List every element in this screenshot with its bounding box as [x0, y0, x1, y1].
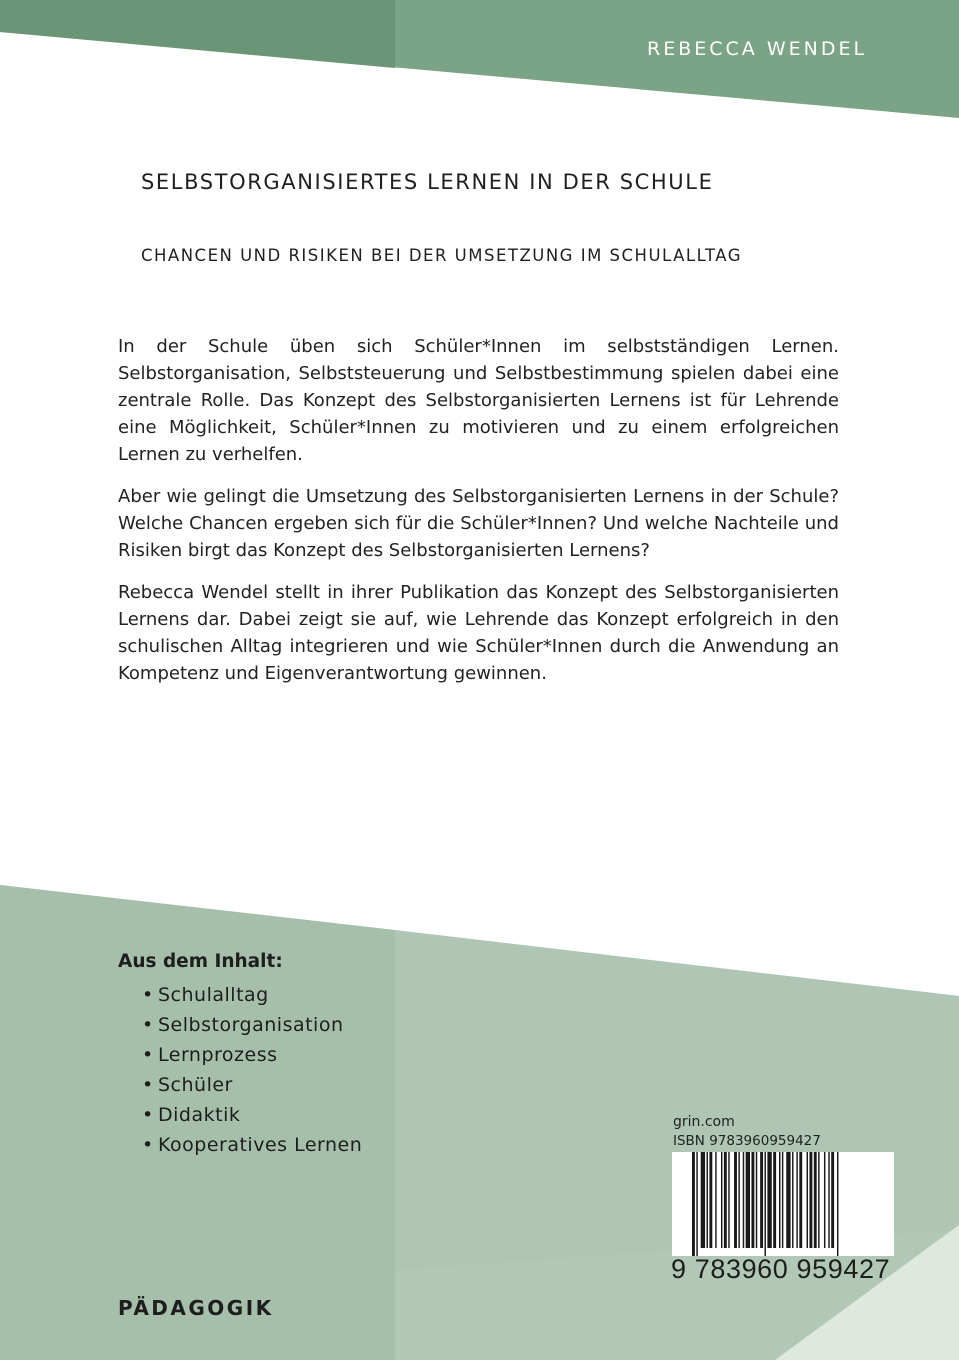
- contents-item: • Kooperatives Lernen: [142, 1130, 362, 1160]
- contents-item: • Didaktik: [142, 1100, 362, 1130]
- bullet-icon: •: [142, 984, 154, 1006]
- barcode-bar: [734, 1152, 737, 1248]
- barcode-bar: [828, 1152, 829, 1248]
- barcode-icon: [672, 1152, 894, 1256]
- bullet-icon: •: [142, 1104, 154, 1126]
- barcode-bar: [715, 1152, 716, 1248]
- isbn-label: ISBN 9783960959427: [673, 1133, 821, 1149]
- barcode-bar: [724, 1152, 727, 1248]
- barcode-bar: [751, 1152, 754, 1248]
- book-title: SELBSTORGANISIERTES LERNEN IN DER SCHULE: [141, 170, 714, 194]
- barcode-bar: [743, 1152, 744, 1248]
- top-band-dark: [0, 0, 395, 68]
- barcode-bar: [809, 1152, 812, 1248]
- book-subtitle: CHANCEN UND RISIKEN BEI DER UMSETZUNG IM SCHULALLTAG: [141, 246, 743, 265]
- barcode-bar: [728, 1152, 729, 1248]
- barcode-bar: [701, 1152, 705, 1248]
- contents-list: [118, 951, 362, 1160]
- barcode-bar: [756, 1152, 757, 1248]
- author-name: REBECCA WENDEL: [647, 38, 868, 60]
- barcode-bar: [721, 1152, 722, 1248]
- barcode-bar: [692, 1152, 695, 1256]
- barcode-bar: [814, 1152, 817, 1248]
- barcode-bar: [779, 1152, 780, 1248]
- contents-item: • Selbstorganisation: [142, 1010, 362, 1040]
- barcode-bar: [760, 1152, 763, 1248]
- barcode-bar: [831, 1152, 834, 1248]
- contents-item: • Schulalltag: [142, 980, 362, 1010]
- barcode-bar: [707, 1152, 708, 1248]
- bullet-icon: •: [142, 1134, 154, 1156]
- barcode-bar: [782, 1152, 783, 1248]
- barcode-bar: [709, 1152, 712, 1248]
- barcode-bar: [773, 1152, 776, 1248]
- barcode-bar: [767, 1152, 771, 1248]
- barcode-digits: 9 783960 959427: [671, 1254, 891, 1284]
- bullet-icon: •: [142, 1044, 154, 1066]
- contents-item: • Schüler: [142, 1070, 362, 1100]
- bullet-icon: •: [142, 1014, 154, 1036]
- barcode-bar: [807, 1152, 808, 1248]
- barcode-bar: [738, 1152, 739, 1248]
- blurb-paragraph: Aber wie gelingt die Umsetzung des Selbstorganisierten Lernens in der Schule? Welche Chancen ergeben sich für die Schüler*Innen? Und welche Nachteile und Risiken birgt das Konzept des Selbstorganisierten Lernens?: [118, 486, 839, 561]
- barcode-bar: [696, 1152, 697, 1256]
- barcode-bar: [818, 1152, 819, 1248]
- barcode-bar: [799, 1152, 802, 1248]
- barcode-bar: [765, 1152, 766, 1256]
- contents-item: • Lernprozess: [142, 1040, 362, 1070]
- barcode-bar: [796, 1152, 797, 1248]
- barcode-bar: [792, 1152, 793, 1248]
- barcode-bar: [746, 1152, 750, 1248]
- contents-heading: Aus dem Inhalt:: [118, 951, 283, 972]
- barcode-bar: [786, 1152, 790, 1248]
- blurb-paragraph: In der Schule üben sich Schüler*Innen im selbstständigen Lernen. Selbstorganisation, Selbststeuerung und Selbstbestimmung spielen dabei eine zentrale Rolle. Das Konzept des Selbstorganisierten Lernens ist für Lehrende eine Möglichkeit, Schüler*Innen zu motivieren und zu einem erfolgreichen Lernen zu verhelfen.: [118, 336, 839, 465]
- bullet-icon: •: [142, 1074, 154, 1096]
- blurb-paragraph: Rebecca Wendel stellt in ihrer Publikation das Konzept des Selbstorganisierten Lernens dar. Dabei zeigt sie auf, wie Lehrende das Konzept erfolgreich in den schulischen Alltag integrieren und wie Schüler*Innen durch die Anwendung an Kompetenz und Eigenverantwortung gewinnen.: [118, 582, 839, 684]
- blurb: [118, 333, 839, 702]
- barcode-bar: [824, 1152, 825, 1248]
- publisher-url: grin.com: [673, 1114, 735, 1130]
- barcode-bar: [837, 1152, 838, 1256]
- category-label: PÄDAGOGIK: [118, 1296, 274, 1320]
